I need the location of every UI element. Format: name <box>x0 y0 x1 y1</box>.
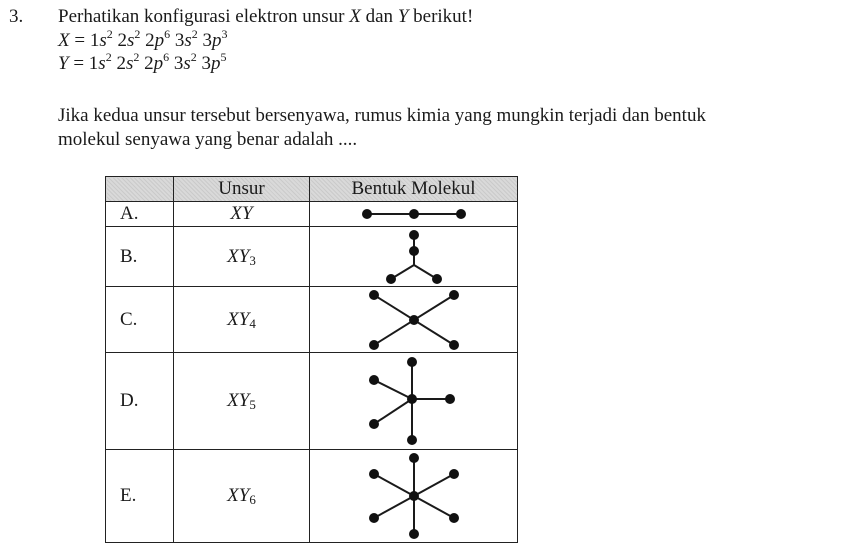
option-label: A. <box>106 202 174 227</box>
table-row <box>106 353 518 450</box>
linear-molecule-shape <box>359 204 469 224</box>
y-config-equals: = <box>68 53 89 74</box>
formula-cell <box>174 450 310 543</box>
options-table <box>105 176 518 543</box>
table-row <box>106 287 518 353</box>
formula-subscript: 4 <box>249 315 256 331</box>
x-config-equals: = <box>69 30 90 51</box>
option-label: D. <box>106 353 174 450</box>
question-number: 3. <box>9 6 24 27</box>
berikut-text: berikut! <box>413 6 474 27</box>
option-label: C. <box>106 287 174 353</box>
formula-text: XY <box>230 203 253 224</box>
formula-cell <box>174 202 310 227</box>
y-configuration <box>58 50 227 75</box>
option-label: B. <box>106 227 174 287</box>
orbital-term: $1s^2$ <box>89 27 113 51</box>
table-row <box>106 227 518 287</box>
x-config-label: X <box>58 30 70 51</box>
element-y: Y <box>397 6 409 27</box>
shape-cell <box>310 353 518 450</box>
header-unsur: Unsur <box>174 177 310 202</box>
orbital-term: $3p^3$ <box>202 27 228 51</box>
orbital-term: $1s^2$ <box>88 50 112 74</box>
paragraph-line-1: Jika kedua unsur tersebut bersenyawa, rumus kimia yang mungkin terjadi dan bentuk <box>58 105 706 126</box>
orbital-term: $3s^2$ <box>174 27 198 51</box>
shape-cell <box>310 450 518 543</box>
header-bentuk-molekul: Bentuk Molekul <box>310 177 518 202</box>
orbital-term: $2s^2$ <box>116 50 140 74</box>
six-arm-molecule-shape <box>366 452 462 540</box>
shape-cell <box>310 202 518 227</box>
orbital-term: $2p^6$ <box>144 50 170 74</box>
formula-text: XY <box>227 308 250 330</box>
header-blank <box>106 177 174 202</box>
formula-cell <box>174 287 310 353</box>
intro-text: Perhatikan konfigurasi elektron unsur <box>58 6 345 27</box>
formula-text: XY <box>227 390 250 411</box>
paragraph-line-2: molekul senyawa yang benar adalah .... <box>58 129 358 150</box>
orbital-term: $2s^2$ <box>117 27 141 51</box>
formula-text: XY <box>227 245 250 267</box>
formula-cell <box>174 353 310 450</box>
table-row <box>106 450 518 543</box>
question-intro <box>58 6 473 28</box>
option-label: E. <box>106 450 174 543</box>
shape-cell <box>310 227 518 287</box>
formula-subscript: 6 <box>249 492 256 507</box>
x-molecule-shape <box>366 289 462 351</box>
orbital-term: $2p^6$ <box>145 27 171 51</box>
five-arm-molecule-shape <box>364 356 464 446</box>
formula-text: XY <box>227 485 250 506</box>
x-configuration <box>58 27 228 52</box>
orbital-term: $3p^5$ <box>201 50 227 74</box>
formula-cell <box>174 227 310 287</box>
question-paragraph <box>58 104 854 152</box>
table-header-row <box>106 177 518 202</box>
y-config-label: Y <box>58 53 69 74</box>
formula-subscript: 5 <box>249 397 256 412</box>
table-row <box>106 202 518 227</box>
element-x: X <box>349 6 361 27</box>
formula-subscript: 3 <box>249 252 256 268</box>
and-text: dan <box>365 6 394 27</box>
orbital-term: $3s^2$ <box>173 50 197 74</box>
shape-cell <box>310 287 518 353</box>
trigonal-molecule-shape <box>379 229 449 285</box>
